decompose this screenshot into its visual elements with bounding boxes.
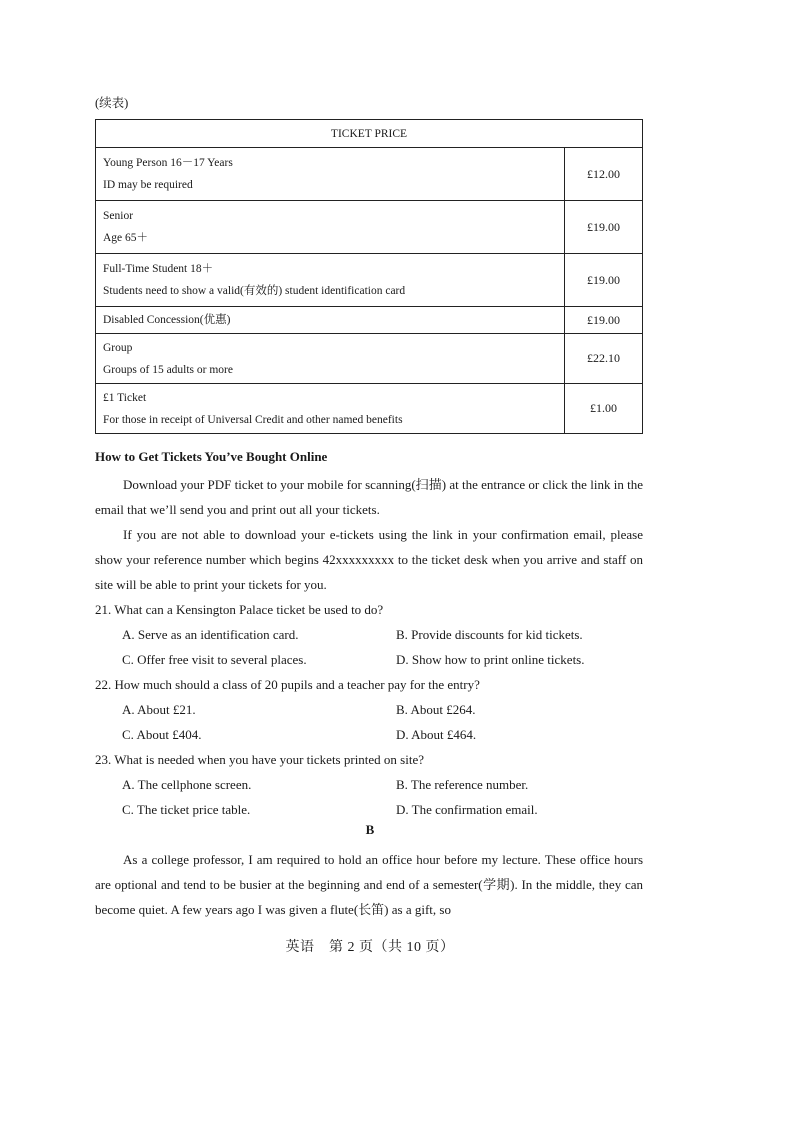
row-price: £1.00 <box>565 384 643 434</box>
ticket-price-table <box>95 119 643 434</box>
page-footer: 英语 第 2 页（共 10 页） <box>285 940 455 955</box>
row-price: £19.00 <box>565 201 643 254</box>
row-note: For those in receipt of Universal Credit and other named benefits <box>103 413 403 426</box>
row-title: Group <box>103 341 133 354</box>
continued-label: (续表) <box>95 96 129 110</box>
question-22-option-a: A. About £21. <box>122 702 196 717</box>
question-21-option-c: C. Offer free visit to several places. <box>122 652 307 667</box>
row-price: £12.00 <box>565 148 643 201</box>
table-row <box>96 384 643 434</box>
section-b-label: B <box>365 822 375 837</box>
question-22: 22. How much should a class of 20 pupils and a teacher pay for the entry? <box>95 677 480 692</box>
question-21-option-b: B. Provide discounts for kid tickets. <box>396 627 583 642</box>
row-title: £1 Ticket <box>103 391 147 404</box>
row-note: Groups of 15 adults or more <box>103 363 233 376</box>
paragraph-1: Download your PDF ticket to your mobile for scanning(扫描) at the entrance or click the link in the email that we’ll send you and print out all your tickets. <box>95 477 643 517</box>
question-22-option-d: D. About £464. <box>396 727 477 742</box>
question-22-option-b: B. About £264. <box>396 702 476 717</box>
question-22-option-c: C. About £404. <box>122 727 202 742</box>
row-note: Age 65＋ <box>103 232 149 244</box>
row-note: Students need to show a valid(有效的) student identification card <box>103 285 406 297</box>
row-price: £19.00 <box>565 254 643 307</box>
table-header: TICKET PRICE <box>96 120 643 148</box>
table-row <box>96 254 643 307</box>
table-row <box>96 148 643 201</box>
question-23-option-c: C. The ticket price table. <box>122 802 251 817</box>
row-title: Senior <box>103 210 134 222</box>
question-21-option-a: A. Serve as an identification card. <box>122 627 299 642</box>
table-row <box>96 307 643 334</box>
question-23-option-a: A. The cellphone screen. <box>122 777 252 792</box>
row-title: Disabled Concession(优惠) <box>103 314 231 326</box>
passage-b-paragraph: As a college professor, I am required to hold an office hour before my lecture. These office hours are optional and tend to be busier at the beginning and end of a semester(学期). In the middle, they can become quiet. A few years ago I was given a flute(长笛) as a gift, so <box>95 852 643 917</box>
question-21-option-d: D. Show how to print online tickets. <box>396 652 585 667</box>
row-price: £22.10 <box>565 334 643 384</box>
question-23: 23. What is needed when you have your tickets printed on site? <box>95 752 425 767</box>
table-row <box>96 201 643 254</box>
row-price: £19.00 <box>565 307 643 334</box>
row-note: ID may be required <box>103 179 193 191</box>
row-title: Young Person 16－17 Years <box>103 157 233 169</box>
section-heading: How to Get Tickets You’ve Bought Online <box>95 449 328 464</box>
paragraph-2: If you are not able to download your e-tickets using the link in your confirmation email, please show your reference number which begins 42xxxxxxxxx to the ticket desk when you arrive and staff on site will be able to print your tickets for you. <box>95 527 643 592</box>
question-21: 21. What can a Kensington Palace ticket be used to do? <box>95 602 384 617</box>
table-row <box>96 334 643 384</box>
row-title: Full-Time Student 18＋ <box>103 263 214 275</box>
question-23-option-b: B. The reference number. <box>396 777 529 792</box>
question-23-option-d: D. The confirmation email. <box>396 802 538 817</box>
